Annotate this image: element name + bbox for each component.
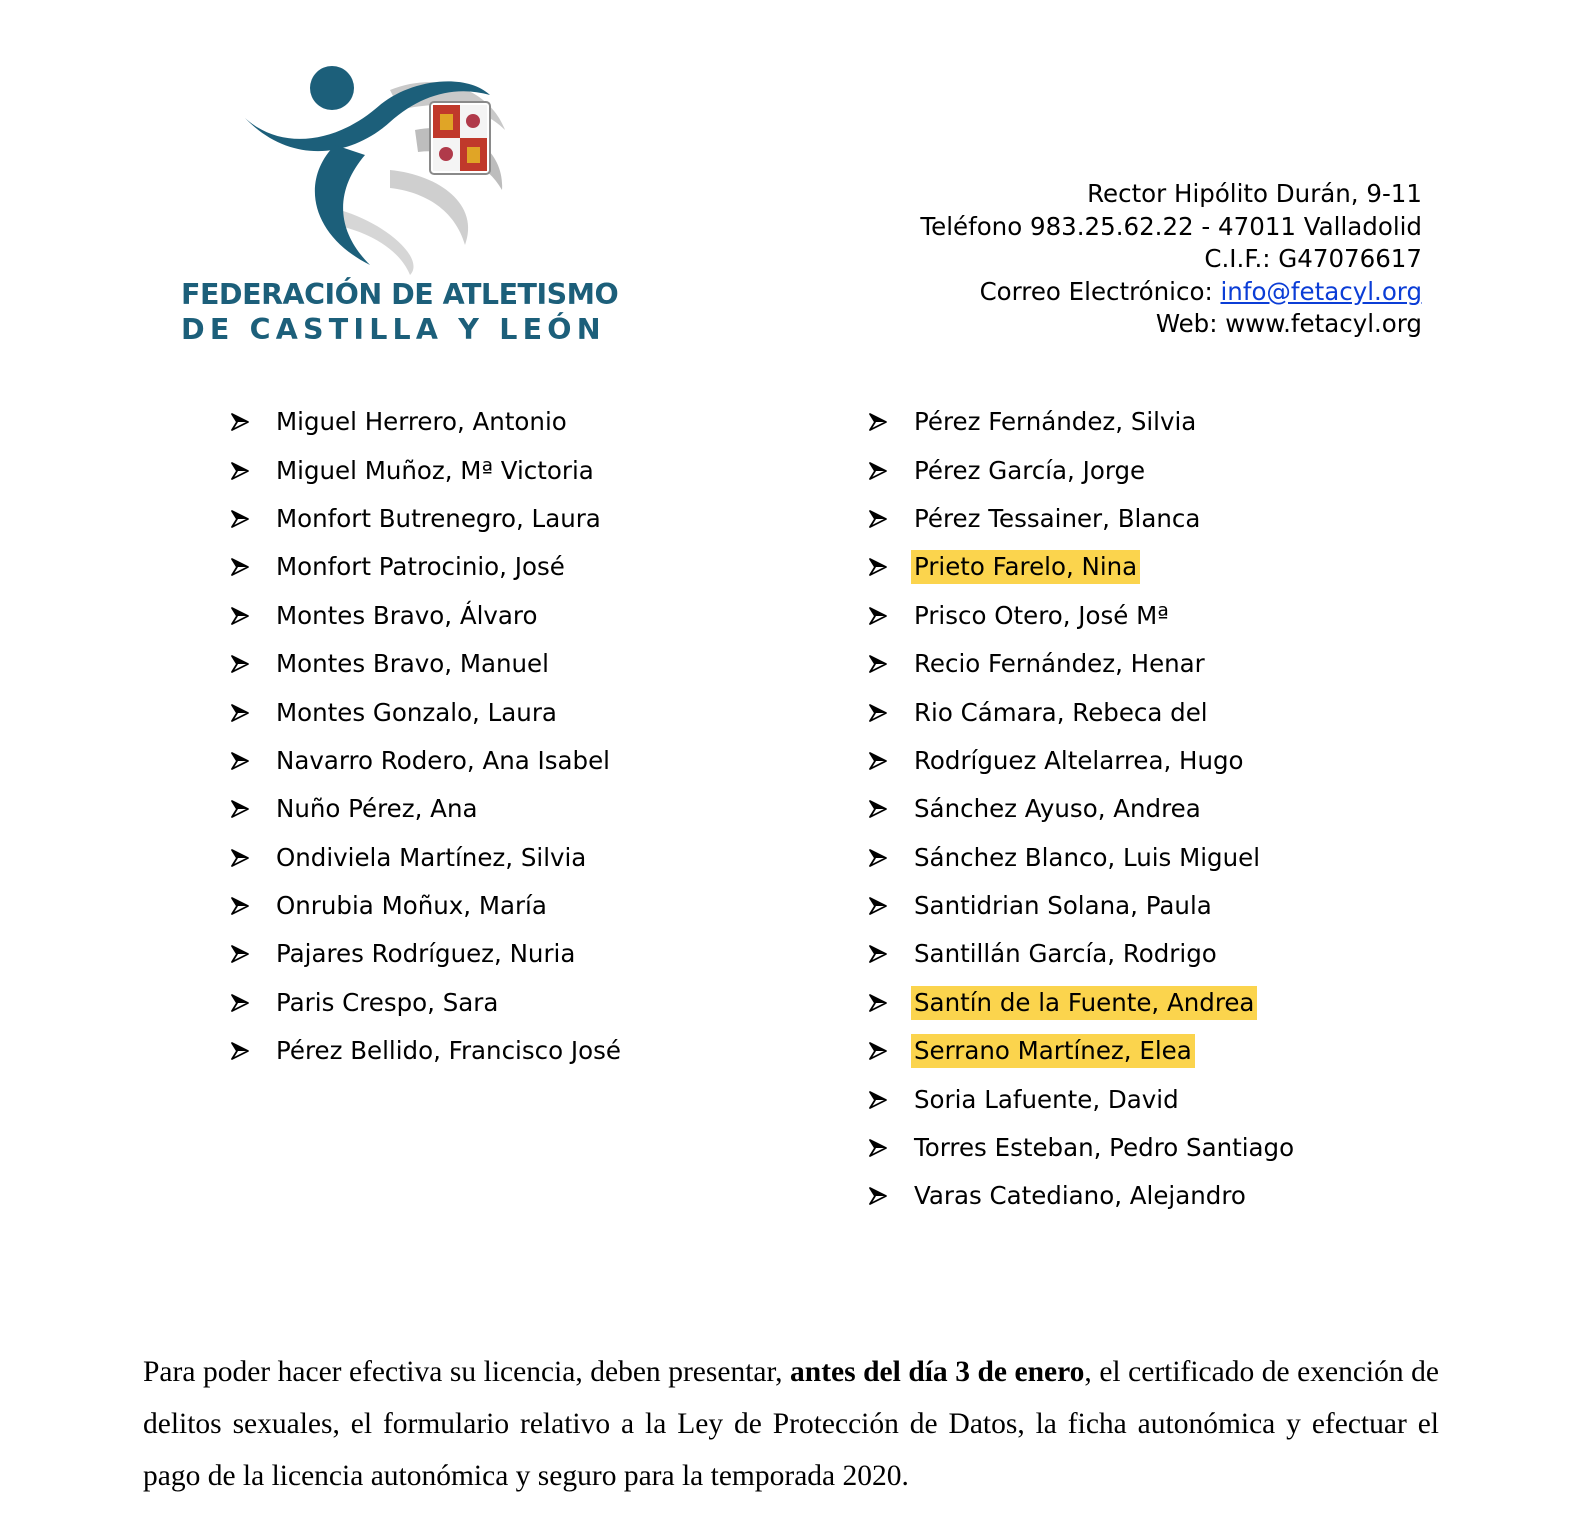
person-name: Torres Esteban, Pedro Santiago (914, 1133, 1295, 1163)
person-name: Rodríguez Altelarrea, Hugo (914, 745, 1244, 775)
arrow-bullet-icon (868, 557, 914, 577)
person-name: Nuño Pérez, Ana (276, 794, 478, 824)
list-item (868, 1172, 1297, 1220)
email-line (920, 276, 1422, 309)
arrow-bullet-icon (868, 1041, 914, 1061)
person-name: Prisco Otero, José Mª (914, 600, 1169, 630)
cif: C.I.F.: G47076617 (1204, 244, 1422, 273)
contact-block (920, 178, 1422, 341)
arrow-bullet-icon (230, 799, 276, 819)
phone-city: Teléfono 983.25.62.22 - 47011 Valladolid (920, 211, 1422, 241)
person-name: Monfort Butrenegro, Laura (276, 503, 601, 533)
arrow-bullet-icon (230, 848, 276, 868)
list-item (230, 834, 624, 882)
list-item (230, 737, 624, 785)
arrow-bullet-icon (230, 944, 276, 964)
person-name: Miguel Herrero, Antonio (276, 407, 567, 437)
arrow-bullet-icon (230, 557, 276, 577)
person-name: Montes Bravo, Álvaro (276, 600, 538, 630)
person-name: Soria Lafuente, David (914, 1084, 1179, 1114)
arrow-bullet-icon (868, 1186, 914, 1206)
arrow-bullet-icon (868, 896, 914, 916)
arrow-bullet-icon (868, 848, 914, 868)
email-link[interactable]: info@fetacyl.org (1220, 276, 1422, 306)
list-item (230, 398, 624, 446)
list-item (868, 1027, 1297, 1075)
arrow-bullet-icon (230, 896, 276, 916)
list-item (230, 592, 624, 640)
person-name: Pérez García, Jorge (914, 455, 1146, 485)
arrow-bullet-icon (230, 703, 276, 723)
person-name: Navarro Rodero, Ana Isabel (276, 745, 610, 775)
person-name: Miguel Muñoz, Mª Victoria (276, 455, 594, 485)
person-name: Sánchez Blanco, Luis Miguel (914, 842, 1261, 872)
runner-logo-icon (240, 60, 515, 275)
arrow-bullet-icon (868, 654, 914, 674)
person-name: Onrubia Moñux, María (276, 891, 547, 921)
arrow-bullet-icon (868, 799, 914, 819)
list-item (230, 930, 624, 978)
person-name: Montes Bravo, Manuel (276, 649, 549, 679)
list-item (868, 640, 1297, 688)
list-item (230, 640, 624, 688)
web: Web: www.fetacyl.org (1155, 309, 1422, 338)
address: Rector Hipólito Durán, 9-11 (1087, 179, 1422, 208)
arrow-bullet-icon (230, 1041, 276, 1061)
arrow-bullet-icon (868, 1138, 914, 1158)
list-item (230, 446, 624, 494)
requirements-paragraph (143, 1346, 1439, 1502)
list-item (868, 882, 1297, 930)
arrow-bullet-icon (230, 751, 276, 771)
list-item (868, 495, 1297, 543)
person-name: Pérez Fernández, Silvia (914, 407, 1197, 437)
list-item (868, 398, 1297, 446)
person-name: Santidrian Solana, Paula (914, 891, 1212, 921)
names-list-right (868, 398, 1297, 1221)
highlighted-name: Santín de la Fuente, Andrea (911, 986, 1257, 1020)
list-item (230, 979, 624, 1027)
list-item (230, 882, 624, 930)
arrow-bullet-icon (868, 703, 914, 723)
list-item (230, 1027, 624, 1075)
arrow-bullet-icon (230, 993, 276, 1013)
list-item (868, 785, 1297, 833)
person-name: Santillán García, Rodrigo (914, 939, 1217, 969)
list-item (868, 834, 1297, 882)
logo-title-line2: DE CASTILLA Y LEÓN (181, 313, 606, 346)
person-name: Montes Gonzalo, Laura (276, 697, 557, 727)
list-item (868, 543, 1297, 591)
person-name: Varas Catediano, Alejandro (914, 1181, 1246, 1211)
person-name: Paris Crespo, Sara (276, 987, 499, 1017)
highlighted-name: Serrano Martínez, Elea (911, 1034, 1195, 1068)
list-item (868, 688, 1297, 736)
arrow-bullet-icon (230, 606, 276, 626)
arrow-bullet-icon (868, 606, 914, 626)
list-item (230, 688, 624, 736)
paragraph-text-after: , el certificado de exención de delitos sexuales, el formulario relativo a la Ley de Protección de Datos, la ficha autonómica y efectuar el pago de la licencia autonómica y seguro para la temporada 2020. (143, 1355, 1439, 1492)
list-item (868, 1075, 1297, 1123)
list-item (868, 446, 1297, 494)
list-item (230, 785, 624, 833)
list-item (868, 737, 1297, 785)
names-list-left (230, 398, 624, 1075)
person-name: Ondiviela Martínez, Silvia (276, 842, 587, 872)
email-label: Correo Electrónico: (979, 276, 1221, 306)
arrow-bullet-icon (868, 993, 914, 1013)
arrow-bullet-icon (230, 654, 276, 674)
highlighted-name: Prieto Farelo, Nina (911, 550, 1140, 584)
arrow-bullet-icon (868, 944, 914, 964)
person-name: Pérez Tessainer, Blanca (914, 503, 1201, 533)
arrow-bullet-icon (868, 412, 914, 432)
person-name: Pajares Rodríguez, Nuria (276, 939, 576, 969)
person-name: Monfort Patrocinio, José (276, 552, 565, 582)
list-item (868, 592, 1297, 640)
arrow-bullet-icon (868, 509, 914, 529)
list-item (230, 495, 624, 543)
arrow-bullet-icon (230, 509, 276, 529)
arrow-bullet-icon (868, 751, 914, 771)
list-item (868, 930, 1297, 978)
list-item (868, 1124, 1297, 1172)
person-name: Pérez Bellido, Francisco José (276, 1036, 621, 1066)
arrow-bullet-icon (230, 412, 276, 432)
list-item (868, 979, 1297, 1027)
arrow-bullet-icon (230, 461, 276, 481)
arrow-bullet-icon (868, 461, 914, 481)
paragraph-deadline: antes del día 3 de enero (790, 1355, 1085, 1388)
logo-title-line1: FEDERACIÓN DE ATLETISMO (181, 278, 619, 311)
list-item (230, 543, 624, 591)
person-name: Sánchez Ayuso, Andrea (914, 794, 1201, 824)
paragraph-text-before: Para poder hacer efectiva su licencia, deben presentar, (143, 1355, 791, 1388)
federation-logo (175, 60, 619, 350)
person-name: Rio Cámara, Rebeca del (914, 697, 1208, 727)
arrow-bullet-icon (868, 1090, 914, 1110)
person-name: Recio Fernández, Henar (914, 649, 1205, 679)
